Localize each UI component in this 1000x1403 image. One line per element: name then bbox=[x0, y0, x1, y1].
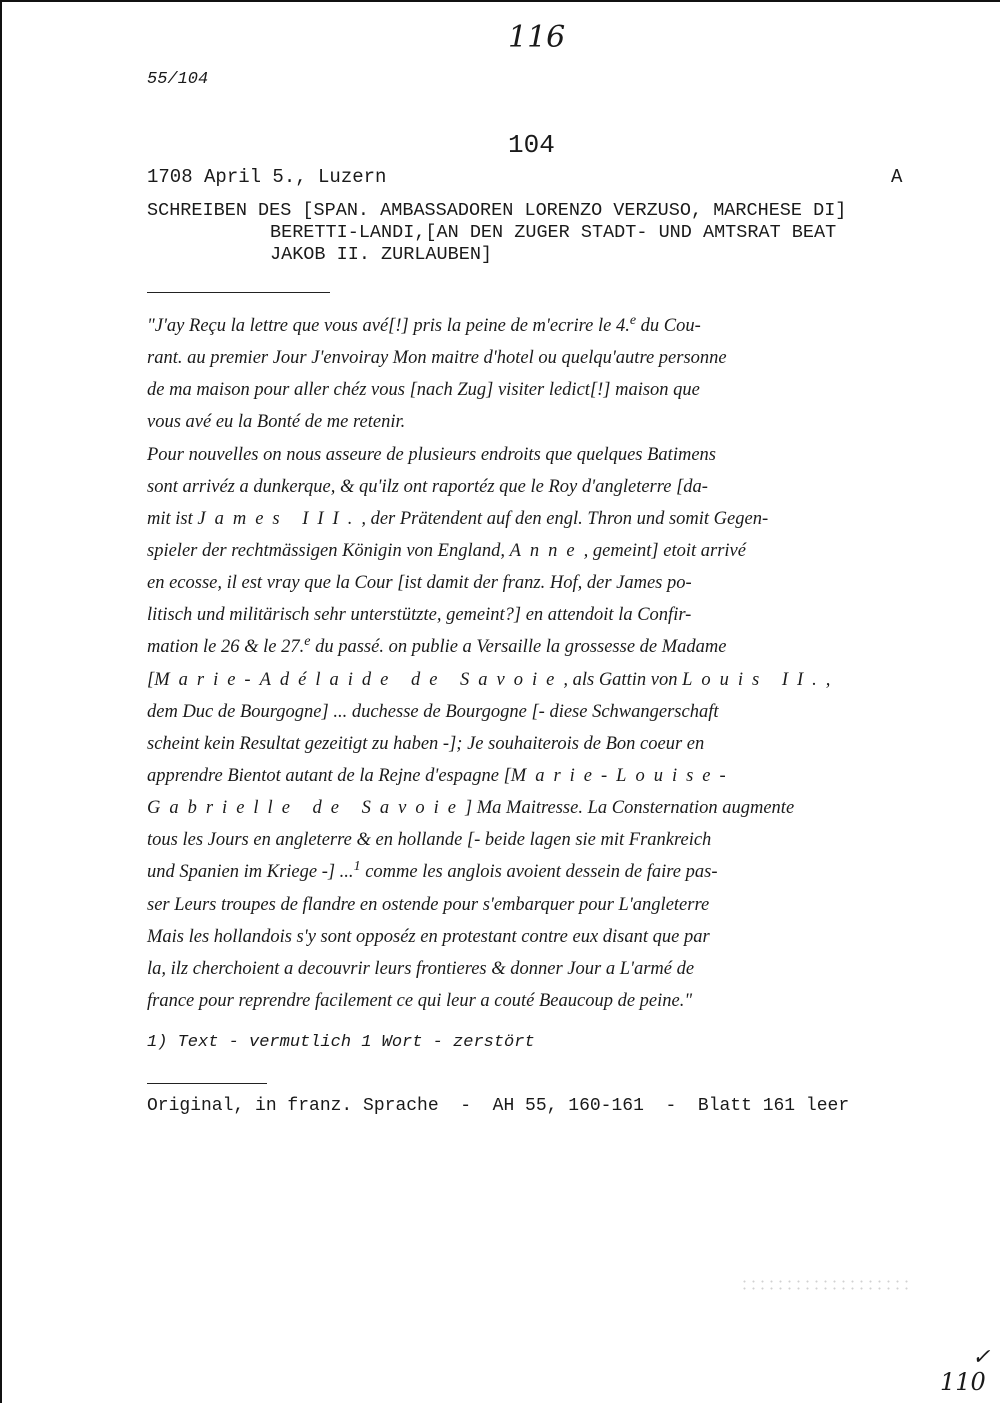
archive-reference: 55/104 bbox=[147, 70, 209, 89]
text: comme les anglois avoient dessein de faire pas- bbox=[360, 862, 718, 882]
text: , bbox=[825, 670, 831, 690]
body-line-8 bbox=[147, 541, 746, 562]
handwritten-page-number-bottom: 110 bbox=[940, 1368, 986, 1396]
body-line-18 bbox=[147, 858, 718, 883]
text: und Spanien im Kriege -] ... bbox=[147, 862, 354, 882]
summary-line-2: BERETTI-LANDI,[AN DEN ZUGER STADT- UND AMTSRAT BEAT bbox=[270, 222, 837, 243]
spaced-name: Louis II. bbox=[682, 670, 826, 690]
body-line-10: litisch und militärisch sehr unterstützte, gemeint?] en attendoit la Confir- bbox=[147, 605, 692, 625]
body-line-21: la, ilz cherchoient a decouvrir leurs frontieres & donner Jour a L'armé de bbox=[147, 959, 695, 979]
spaced-name: James III. bbox=[197, 509, 362, 529]
source-note: Original, in franz. Sprache - AH 55, 160-161 - Blatt 161 leer bbox=[147, 1096, 850, 1116]
superscript: e bbox=[629, 312, 637, 328]
divider-bottom bbox=[147, 1083, 267, 1084]
body-line-11 bbox=[147, 633, 727, 658]
body-line-19: ser Leurs troupes de flandre en ostende pour s'embarquer pour L'angleterre bbox=[147, 895, 710, 915]
body-line-4: vous avé eu la Bonté de me retenir. bbox=[147, 412, 406, 432]
summary-line-3: JAKOB II. ZURLAUBEN] bbox=[270, 244, 493, 265]
text: ] Ma Maitresse. La Consternation augmente bbox=[464, 798, 795, 818]
text: , als Gattin von bbox=[563, 670, 683, 690]
scan-edge-left bbox=[0, 0, 2, 1403]
body-line-3: de ma maison pour aller chéz vous [nach Zug] visiter ledict[!] maison que bbox=[147, 380, 700, 400]
check-mark: ✓ bbox=[972, 1345, 991, 1370]
superscript: e bbox=[304, 633, 311, 649]
text: [ bbox=[147, 670, 155, 690]
body-line-1 bbox=[147, 312, 701, 337]
text: du Cou- bbox=[636, 316, 701, 336]
spaced-name: Anne bbox=[509, 541, 584, 561]
divider-top bbox=[147, 292, 330, 293]
footnote: 1) Text - vermutlich 1 Wort - zerstört bbox=[147, 1033, 535, 1052]
body-line-22: france pour reprendre facilement ce qui leur a couté Beaucoup de peine." bbox=[147, 991, 693, 1011]
text: "J'ay Reçu la lettre que vous avé[!] pris la peine de m'ecrire le 4. bbox=[147, 316, 630, 336]
text: , der Prätendent auf den engl. Thron und somit Gegen- bbox=[361, 509, 769, 529]
text: mation le 26 & le 27. bbox=[147, 637, 305, 657]
body-line-6: sont arrivéz a dunkerque, & qu'ilz ont raportéz que le Roy d'angleterre [da- bbox=[147, 477, 708, 497]
document-number: 104 bbox=[508, 130, 555, 160]
footnote-marker: 1 bbox=[353, 858, 361, 874]
body-line-17: tous les Jours en angleterre & en hollande [- beide lagen sie mit Frankreich bbox=[147, 830, 712, 850]
body-line-15 bbox=[147, 766, 735, 787]
text: apprendre Bientot autant de la Rejne d'espagne [ bbox=[147, 766, 511, 786]
text: mit ist bbox=[147, 509, 198, 529]
scan-edge-top bbox=[0, 0, 1000, 2]
body-line-9: en ecosse, il est vray que la Cour [ist damit der franz. Hof, der James po- bbox=[147, 573, 692, 593]
body-line-7 bbox=[147, 509, 768, 530]
summary-line-1: SCHREIBEN DES [SPAN. AMBASSADOREN LORENZO VERZUSO, MARCHESE DI] bbox=[147, 200, 847, 221]
date-place: 1708 April 5., Luzern bbox=[147, 166, 387, 188]
handwritten-page-number-top: 116 bbox=[508, 20, 566, 55]
spaced-name: Gabrielle de Savoie bbox=[147, 798, 465, 818]
body-line-20: Mais les hollandois s'y sont opposéz en protestant contre eux disant que par bbox=[147, 927, 710, 947]
text: , gemeint] etoit arrivé bbox=[583, 541, 746, 561]
scan-specks bbox=[740, 1278, 910, 1292]
body-line-13: dem Duc de Bourgogne] ... duchesse de Bourgogne [- diese Schwangerschaft bbox=[147, 702, 719, 722]
body-line-12 bbox=[147, 670, 830, 691]
document-type-code: A bbox=[891, 166, 903, 188]
spaced-name: Marie-Adélaide de Savoie bbox=[154, 670, 564, 690]
body-line-16 bbox=[147, 798, 794, 819]
text: spieler der rechtmässigen Königin von England, bbox=[147, 541, 510, 561]
text: du passé. on publie a Versaille la grossesse de Madame bbox=[310, 637, 727, 657]
body-line-5: Pour nouvelles on nous asseure de plusieurs endroits que quelques Batimens bbox=[147, 445, 716, 465]
body-line-2: rant. au premier Jour J'envoiray Mon maitre d'hotel ou quelqu'autre personne bbox=[147, 348, 727, 368]
body-line-14: scheint kein Resultat gezeitigt zu haben -]; Je souhaiterois de Bon coeur en bbox=[147, 734, 705, 754]
spaced-name: Marie-Louise- bbox=[510, 766, 735, 786]
